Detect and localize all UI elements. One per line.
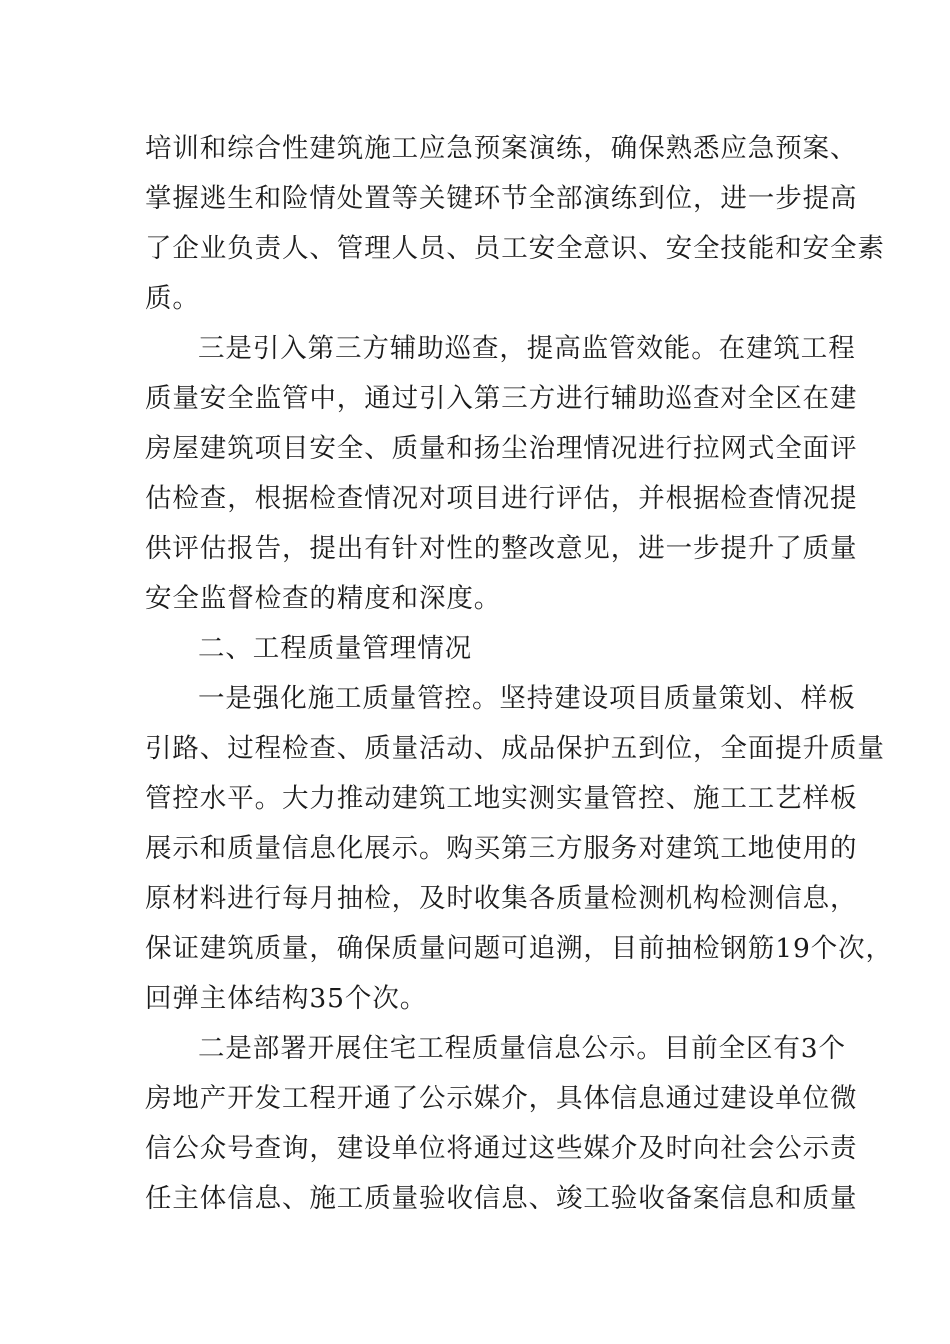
- text-line-14: 管控水平。大力推动建筑工地实测实量管控、施工工艺样板: [145, 783, 858, 814]
- text-line-18: 回弹主体结构35个次。: [145, 983, 428, 1014]
- text-line-3: 了企业负责人、管理人员、员工安全意识、安全技能和安全素: [145, 233, 885, 264]
- text-line-13: 引路、过程检查、质量活动、成品保护五到位，全面提升质量: [145, 733, 885, 764]
- text-line-1: 培训和综合性建筑施工应急预案演练，确保熟悉应急预案、: [145, 133, 858, 164]
- text-line-8: 估检查，根据检查情况对项目进行评估，并根据检查情况提: [145, 483, 858, 514]
- section-heading-quality-management: 二、工程质量管理情况: [198, 633, 472, 664]
- text-line-4: 质。: [145, 283, 200, 314]
- text-line-10: 安全监督检查的精度和深度。: [145, 583, 502, 614]
- text-line-2: 掌握逃生和险情处置等关键环节全部演练到位，进一步提高: [145, 183, 858, 214]
- text-line-6: 质量安全监管中，通过引入第三方进行辅助巡查对全区在建: [145, 383, 858, 414]
- text-line-22: 任主体信息、施工质量验收信息、竣工验收备案信息和质量: [145, 1183, 858, 1214]
- text-line-21: 信公众号查询，建设单位将通过这些媒介及时向社会公示责: [145, 1133, 858, 1164]
- paragraph-info-disclosure: 二是部署开展住宅工程质量信息公示。目前全区有3个: [198, 1033, 846, 1064]
- text-line-17: 保证建筑质量，确保质量问题可追溯，目前抽检钢筋19个次，: [145, 933, 893, 964]
- text-line-15: 展示和质量信息化展示。购买第三方服务对建筑工地使用的: [145, 833, 858, 864]
- document-body: [145, 124, 893, 1224]
- paragraph-third-party-inspection: 三是引入第三方辅助巡查，提高监管效能。在建筑工程: [198, 333, 856, 364]
- text-line-9: 供评估报告，提出有针对性的整改意见，进一步提升了质量: [145, 533, 858, 564]
- text-line-20: 房地产开发工程开通了公示媒介，具体信息通过建设单位微: [145, 1083, 858, 1114]
- text-line-7: 房屋建筑项目安全、质量和扬尘治理情况进行拉网式全面评: [145, 433, 858, 464]
- paragraph-quality-control: 一是强化施工质量管控。坚持建设项目质量策划、样板: [198, 683, 856, 714]
- text-line-16: 原材料进行每月抽检，及时收集各质量检测机构检测信息，: [145, 883, 858, 914]
